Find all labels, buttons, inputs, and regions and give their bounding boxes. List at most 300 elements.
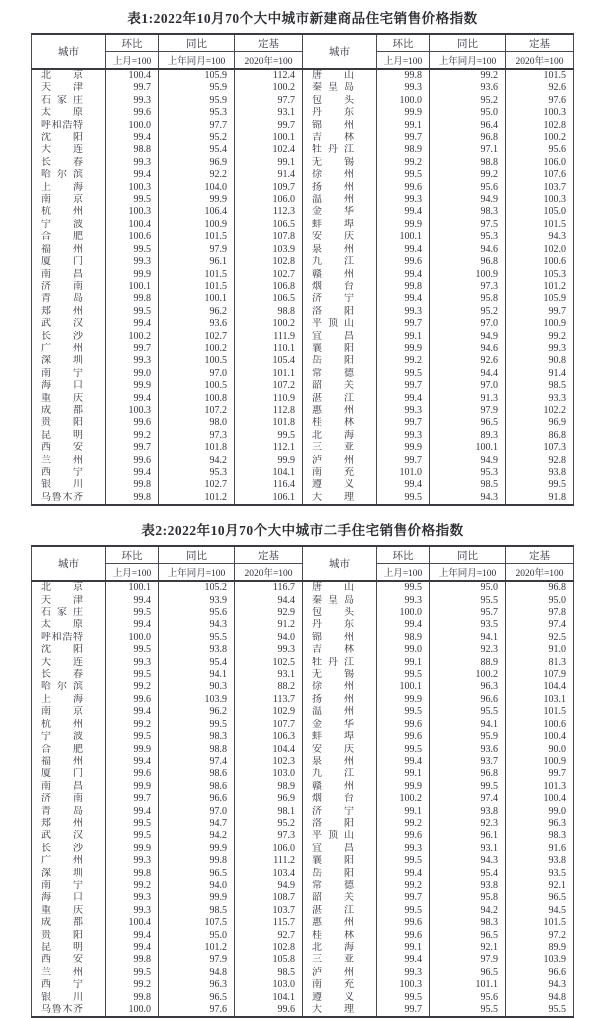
city-name: 济南: [41, 793, 83, 805]
city-name: 徐州: [312, 681, 354, 693]
col-header-mom: 环比: [377, 34, 430, 52]
table1-header: [32, 34, 574, 69]
city-name: 乌鲁木齐: [41, 491, 83, 503]
value-cell: 99.1: [377, 768, 430, 780]
city-cell: [303, 607, 377, 619]
subheader-fixedbase-base: 2020年=100: [506, 52, 574, 70]
value-cell: 106.3: [235, 731, 303, 743]
value-cell: 106.5: [235, 219, 303, 231]
table-row: [32, 393, 574, 405]
value-cell: 100.2: [106, 331, 159, 343]
value-cell: 96.8: [430, 256, 506, 268]
value-cell: 99.5: [377, 368, 430, 380]
value-cell: 98.9: [377, 144, 430, 156]
city-name: 安庆: [312, 231, 354, 243]
value-cell: 100.0: [106, 632, 159, 644]
value-cell: 106.0: [235, 194, 303, 206]
value-cell: 96.9: [506, 417, 574, 429]
city-name: 厦门: [41, 256, 83, 268]
value-cell: 99.7: [377, 417, 430, 429]
value-cell: 98.8: [430, 157, 506, 169]
table-row: [32, 905, 574, 917]
city-name: 安庆: [312, 743, 354, 755]
value-cell: 93.1: [430, 843, 506, 855]
value-cell: 106.5: [235, 293, 303, 305]
city-cell: [32, 492, 106, 505]
value-cell: 99.9: [106, 269, 159, 281]
value-cell: 97.9: [159, 244, 235, 256]
value-cell: 96.4: [430, 120, 506, 132]
city-name: 福州: [41, 243, 83, 255]
value-cell: 103.7: [235, 905, 303, 917]
city-name: 重庆: [41, 904, 83, 916]
value-cell: 99.1: [377, 120, 430, 132]
city-name: 襄阳: [312, 855, 354, 867]
value-cell: 104.4: [506, 681, 574, 693]
city-name: 襄阳: [312, 342, 354, 354]
city-cell: [32, 905, 106, 917]
city-name: 惠州: [312, 404, 354, 416]
col-header-mom: 环比: [106, 34, 159, 52]
city-name: 桂林: [312, 929, 354, 941]
table2-body: [32, 581, 574, 1017]
value-cell: 102.7: [159, 331, 235, 343]
value-cell: 96.5: [430, 417, 506, 429]
value-cell: 94.6: [430, 244, 506, 256]
city-name: 温州: [312, 194, 354, 206]
value-cell: 94.8: [506, 992, 574, 1004]
city-cell: [32, 657, 106, 669]
col-header-mom: 环比: [106, 546, 159, 564]
city-cell: [32, 368, 106, 380]
value-cell: 95.6: [430, 992, 506, 1004]
table-row: [32, 169, 574, 181]
table-row: [32, 992, 574, 1004]
city-name: 泉州: [312, 755, 354, 767]
value-cell: 96.6: [430, 694, 506, 706]
value-cell: 100.2: [377, 793, 430, 805]
value-cell: 94.1: [430, 719, 506, 731]
value-cell: 99.9: [377, 343, 430, 355]
city-cell: [32, 417, 106, 429]
secondhand-homes-price-index-table: [31, 545, 574, 1018]
city-name: 昆明: [41, 429, 83, 441]
value-cell: 99.8: [106, 954, 159, 966]
city-cell: [32, 706, 106, 718]
city-cell: [303, 657, 377, 669]
table-row: [32, 806, 574, 818]
value-cell: 89.9: [506, 942, 574, 954]
value-cell: 99.5: [106, 830, 159, 842]
value-cell: 101.5: [506, 69, 574, 82]
value-cell: 99.6: [377, 182, 430, 194]
city-name: 福州: [41, 755, 83, 767]
value-cell: 97.2: [506, 930, 574, 942]
value-cell: 105.9: [159, 69, 235, 82]
city-name: 包头: [312, 94, 354, 106]
value-cell: 99.7: [377, 455, 430, 467]
city-name: 温州: [312, 706, 354, 718]
value-cell: 95.5: [506, 1004, 574, 1017]
value-cell: 111.9: [235, 331, 303, 343]
value-cell: 100.4: [106, 69, 159, 82]
value-cell: 96.2: [159, 706, 235, 718]
city-cell: [32, 855, 106, 867]
city-cell: [32, 343, 106, 355]
value-cell: 95.9: [430, 731, 506, 743]
value-cell: 99.7: [106, 442, 159, 454]
value-cell: 99.6: [235, 1004, 303, 1017]
city-cell: [303, 256, 377, 268]
city-cell: [303, 331, 377, 343]
city-name: 大连: [41, 144, 83, 156]
value-cell: 99.3: [106, 905, 159, 917]
city-name: 常德: [312, 367, 354, 379]
value-cell: 91.0: [506, 644, 574, 656]
value-cell: 95.5: [430, 595, 506, 607]
city-name: 哈尔滨: [41, 681, 83, 693]
table-row: [32, 442, 574, 454]
city-cell: [32, 256, 106, 268]
value-cell: 99.9: [106, 781, 159, 793]
city-cell: [32, 681, 106, 693]
value-cell: 99.4: [106, 467, 159, 479]
value-cell: 100.6: [106, 231, 159, 243]
value-cell: 99.5: [235, 430, 303, 442]
value-cell: 99.5: [377, 905, 430, 917]
city-cell: [303, 818, 377, 830]
subheader-mom-base: 上月=100: [377, 52, 430, 70]
value-cell: 97.9: [430, 405, 506, 417]
city-cell: [32, 442, 106, 454]
value-cell: 97.7: [159, 120, 235, 132]
city-cell: [32, 293, 106, 305]
value-cell: 97.4: [430, 793, 506, 805]
value-cell: 100.1: [235, 132, 303, 144]
value-cell: 99.3: [106, 892, 159, 904]
value-cell: 99.2: [377, 880, 430, 892]
city-name: 济宁: [312, 805, 354, 817]
value-cell: 100.0: [106, 1004, 159, 1017]
value-cell: 99.8: [106, 293, 159, 305]
city-cell: [32, 942, 106, 954]
city-cell: [32, 479, 106, 491]
city-cell: [303, 1004, 377, 1017]
value-cell: 93.8: [506, 855, 574, 867]
value-cell: 99.3: [506, 343, 574, 355]
city-name: 大理: [312, 1004, 354, 1016]
table-row: [32, 405, 574, 417]
table-row: [32, 818, 574, 830]
city-cell: [303, 992, 377, 1004]
table-row: [32, 731, 574, 743]
value-cell: 101.5: [159, 269, 235, 281]
value-cell: 99.4: [106, 132, 159, 144]
city-name: 扬州: [312, 693, 354, 705]
city-name: 郑州: [41, 817, 83, 829]
subheader-yoy-base: 上年同月=100: [159, 52, 235, 70]
value-cell: 96.8: [430, 132, 506, 144]
value-cell: 99.8: [377, 69, 430, 82]
table-row: [32, 880, 574, 892]
value-cell: 99.1: [235, 157, 303, 169]
table-row: [32, 855, 574, 867]
value-cell: 99.9: [377, 694, 430, 706]
new-homes-table-section: [0, 0, 605, 506]
value-cell: 99.5: [106, 607, 159, 619]
city-name: 大连: [41, 656, 83, 668]
value-cell: 93.6: [159, 318, 235, 330]
city-cell: [32, 331, 106, 343]
city-name: 岳阳: [312, 355, 354, 367]
value-cell: 116.4: [235, 479, 303, 491]
city-name: 吉林: [312, 132, 354, 144]
value-cell: 112.4: [235, 69, 303, 82]
city-name: 遵义: [312, 479, 354, 491]
value-cell: 94.7: [159, 818, 235, 830]
city-name: 蚌埠: [312, 218, 354, 230]
value-cell: 94.2: [159, 455, 235, 467]
city-name: 北京: [41, 582, 83, 594]
value-cell: 95.7: [430, 607, 506, 619]
table-row: [32, 694, 574, 706]
value-cell: 98.8: [235, 306, 303, 318]
value-cell: 110.1: [235, 343, 303, 355]
city-name: 宜昌: [312, 330, 354, 342]
value-cell: 99.1: [377, 942, 430, 954]
value-cell: 102.0: [506, 244, 574, 256]
value-cell: 99.5: [106, 244, 159, 256]
value-cell: 89.3: [430, 430, 506, 442]
city-name: 济宁: [312, 293, 354, 305]
value-cell: 99.5: [106, 306, 159, 318]
col-header-fixedbase: 定基: [506, 546, 574, 564]
city-name: 西安: [41, 442, 83, 454]
value-cell: 99.9: [159, 194, 235, 206]
value-cell: 99.9: [106, 744, 159, 756]
value-cell: 99.5: [106, 731, 159, 743]
city-cell: [32, 644, 106, 656]
value-cell: 94.1: [430, 632, 506, 644]
value-cell: 95.3: [159, 107, 235, 119]
city-cell: [303, 632, 377, 644]
value-cell: 100.6: [506, 256, 574, 268]
city-cell: [32, 107, 106, 119]
value-cell: 95.8: [430, 892, 506, 904]
value-cell: 95.3: [430, 467, 506, 479]
city-cell: [303, 467, 377, 479]
value-cell: 98.8: [106, 144, 159, 156]
value-cell: 112.3: [235, 206, 303, 218]
city-name: 烟台: [312, 793, 354, 805]
value-cell: 102.3: [235, 756, 303, 768]
value-cell: 100.3: [506, 194, 574, 206]
table-row: [32, 781, 574, 793]
city-cell: [32, 868, 106, 880]
value-cell: 99.1: [377, 657, 430, 669]
value-cell: 98.5: [506, 380, 574, 392]
table-row: [32, 355, 574, 367]
city-name: 沈阳: [41, 132, 83, 144]
city-name: 南宁: [41, 367, 83, 379]
value-cell: 99.4: [106, 706, 159, 718]
value-cell: 99.8: [159, 855, 235, 867]
value-cell: 94.6: [430, 343, 506, 355]
city-cell: [303, 793, 377, 805]
city-cell: [303, 417, 377, 429]
table-row: [32, 182, 574, 194]
city-cell: [32, 806, 106, 818]
table-row: [32, 231, 574, 243]
city-name: 沈阳: [41, 644, 83, 656]
new-homes-price-index-table: [31, 33, 574, 506]
table-row: [32, 343, 574, 355]
city-name: 遵义: [312, 991, 354, 1003]
city-name: 太原: [41, 619, 83, 631]
city-name: 乌鲁木齐: [41, 1004, 83, 1016]
city-name: 广州: [41, 855, 83, 867]
value-cell: 99.3: [377, 82, 430, 94]
city-name: 银川: [41, 479, 83, 491]
table-row: [32, 380, 574, 392]
city-name: 太原: [41, 107, 83, 119]
col-header-fixedbase: 定基: [235, 34, 303, 52]
city-name: 天津: [41, 82, 83, 94]
value-cell: 103.4: [235, 868, 303, 880]
city-cell: [32, 669, 106, 681]
value-cell: 104.0: [159, 182, 235, 194]
value-cell: 99.3: [377, 430, 430, 442]
value-cell: 96.2: [159, 306, 235, 318]
value-cell: 99.4: [106, 942, 159, 954]
city-cell: [303, 719, 377, 731]
value-cell: 107.9: [506, 669, 574, 681]
city-cell: [303, 206, 377, 218]
value-cell: 99.4: [106, 806, 159, 818]
city-cell: [32, 355, 106, 367]
city-name: 无锡: [312, 156, 354, 168]
city-name: 大理: [312, 491, 354, 503]
value-cell: 99.9: [159, 892, 235, 904]
table-row: [32, 744, 574, 756]
city-cell: [32, 768, 106, 780]
value-cell: 99.5: [377, 669, 430, 681]
table-row: [32, 95, 574, 107]
value-cell: 99.6: [377, 256, 430, 268]
city-name: 哈尔滨: [41, 169, 83, 181]
city-cell: [303, 132, 377, 144]
value-cell: 93.5: [430, 619, 506, 631]
value-cell: 99.4: [106, 169, 159, 181]
table-row: [32, 82, 574, 94]
value-cell: 116.7: [235, 581, 303, 594]
col-header-yoy: 同比: [430, 546, 506, 564]
city-cell: [32, 731, 106, 743]
table-row: [32, 368, 574, 380]
value-cell: 99.7: [377, 132, 430, 144]
value-cell: 97.0: [430, 318, 506, 330]
value-cell: 99.0: [106, 368, 159, 380]
value-cell: 103.1: [506, 694, 574, 706]
value-cell: 96.3: [159, 979, 235, 991]
table-row: [32, 144, 574, 156]
value-cell: 97.3: [159, 430, 235, 442]
value-cell: 98.3: [430, 917, 506, 929]
value-cell: 97.8: [506, 607, 574, 619]
city-name: 韶关: [312, 892, 354, 904]
value-cell: 96.6: [506, 967, 574, 979]
subheader-yoy-base: 上年同月=100: [430, 564, 506, 582]
city-name: 贵阳: [41, 417, 83, 429]
value-cell: 99.9: [377, 442, 430, 454]
value-cell: 106.0: [506, 157, 574, 169]
value-cell: 99.4: [377, 269, 430, 281]
value-cell: 95.4: [159, 144, 235, 156]
value-cell: 99.3: [377, 595, 430, 607]
value-cell: 97.4: [506, 619, 574, 631]
city-cell: [303, 169, 377, 181]
table-row: [32, 132, 574, 144]
value-cell: 95.0: [430, 581, 506, 594]
table-row: [32, 930, 574, 942]
city-name: 呼和浩特: [41, 631, 83, 643]
table-row: [32, 619, 574, 631]
value-cell: 101.0: [377, 467, 430, 479]
value-cell: 99.2: [106, 430, 159, 442]
value-cell: 99.4: [106, 393, 159, 405]
value-cell: 99.9: [159, 843, 235, 855]
value-cell: 95.6: [506, 144, 574, 156]
city-name: 南昌: [41, 268, 83, 280]
value-cell: 99.2: [106, 979, 159, 991]
value-cell: 99.6: [106, 455, 159, 467]
col-header-city: 城市: [303, 34, 377, 69]
value-cell: 96.9: [235, 793, 303, 805]
subheader-fixedbase-base: 2020年=100: [506, 564, 574, 582]
value-cell: 107.6: [506, 169, 574, 181]
subheader-fixedbase-base: 2020年=100: [235, 564, 303, 582]
value-cell: 100.2: [430, 669, 506, 681]
city-cell: [303, 430, 377, 442]
value-cell: 97.6: [506, 95, 574, 107]
value-cell: 99.4: [377, 756, 430, 768]
value-cell: 95.5: [430, 1004, 506, 1017]
city-cell: [32, 979, 106, 991]
city-cell: [32, 169, 106, 181]
value-cell: 88.9: [430, 657, 506, 669]
value-cell: 92.5: [506, 632, 574, 644]
table-row: [32, 892, 574, 904]
value-cell: 100.2: [235, 318, 303, 330]
city-cell: [303, 644, 377, 656]
value-cell: 91.2: [235, 619, 303, 631]
value-cell: 95.3: [159, 467, 235, 479]
value-cell: 99.7: [377, 1004, 430, 1017]
value-cell: 99.2: [377, 157, 430, 169]
value-cell: 99.9: [377, 219, 430, 231]
value-cell: 101.5: [159, 281, 235, 293]
city-name: 西宁: [41, 979, 83, 991]
value-cell: 99.9: [106, 843, 159, 855]
value-cell: 94.2: [430, 905, 506, 917]
subheader-mom-base: 上月=100: [377, 564, 430, 582]
city-name: 杭州: [41, 206, 83, 218]
city-cell: [32, 157, 106, 169]
value-cell: 99.6: [377, 731, 430, 743]
value-cell: 99.4: [377, 393, 430, 405]
value-cell: 99.3: [377, 967, 430, 979]
city-name: 湛江: [312, 392, 354, 404]
